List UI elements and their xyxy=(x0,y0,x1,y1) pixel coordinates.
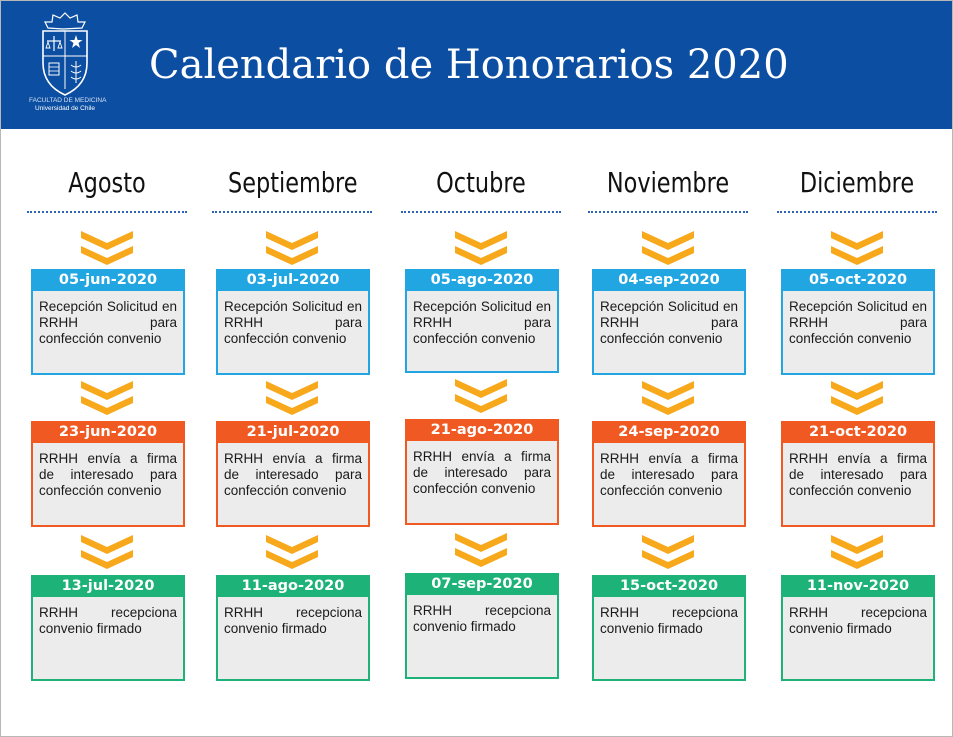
step-card-recepciona xyxy=(216,575,370,681)
step-description: RRHH envía a firma de interesado para confección convenio xyxy=(413,449,551,496)
step-date: 05-ago-2020 xyxy=(405,269,559,291)
step-card-recepcion xyxy=(405,269,559,373)
logo-caption xyxy=(29,97,107,113)
step-card-firma xyxy=(592,421,746,527)
chevron-down-icon xyxy=(81,535,133,571)
chevron-down-icon xyxy=(266,231,318,267)
step-card-firma xyxy=(405,419,559,525)
month-title: Octubre xyxy=(436,166,526,199)
step-description: RRHH envía a firma de interesado para confección convenio xyxy=(789,451,927,498)
step-description: Recepción Solicitud en RRHH para confección convenio xyxy=(224,299,362,346)
dotted-divider xyxy=(27,211,187,213)
university-crest-icon xyxy=(29,11,101,97)
month-column-diciembre xyxy=(777,161,937,636)
step-date: 03-jul-2020 xyxy=(216,269,370,291)
month-column-agosto xyxy=(27,161,187,636)
step-card-recepcion xyxy=(781,269,935,375)
dotted-divider xyxy=(588,211,748,213)
step-date: 11-ago-2020 xyxy=(216,575,370,597)
step-date: 21-jul-2020 xyxy=(216,421,370,443)
step-card-recepciona xyxy=(405,573,559,679)
chevron-down-icon xyxy=(81,381,133,417)
month-column-septiembre xyxy=(212,161,372,636)
step-date: 05-oct-2020 xyxy=(781,269,935,291)
chevron-down-icon xyxy=(455,533,507,569)
page-title: Calendario de Honorarios 2020 xyxy=(149,42,789,88)
chevron-down-icon xyxy=(455,379,507,415)
step-date: 11-nov-2020 xyxy=(781,575,935,597)
month-column-noviembre xyxy=(588,161,748,636)
step-date: 04-sep-2020 xyxy=(592,269,746,291)
step-card-firma xyxy=(31,421,185,527)
step-date: 24-sep-2020 xyxy=(592,421,746,443)
step-date: 23-jun-2020 xyxy=(31,421,185,443)
month-title: Agosto xyxy=(68,166,146,199)
step-description: Recepción Solicitud en RRHH para confección convenio xyxy=(39,299,177,346)
step-card-recepciona xyxy=(592,575,746,681)
step-card-recepcion xyxy=(31,269,185,375)
step-description: RRHH envía a firma de interesado para confección convenio xyxy=(600,451,738,498)
chevron-down-icon xyxy=(642,535,694,571)
step-card-firma xyxy=(781,421,935,527)
step-date: 07-sep-2020 xyxy=(405,573,559,595)
step-card-recepcion xyxy=(216,269,370,375)
step-card-firma xyxy=(216,421,370,527)
dotted-divider xyxy=(401,211,561,213)
chevron-down-icon xyxy=(266,381,318,417)
step-description: RRHH recepciona convenio firmado xyxy=(600,605,738,636)
step-description: RRHH envía a firma de interesado para confección convenio xyxy=(224,451,362,498)
dotted-divider xyxy=(777,211,937,213)
step-date: 21-ago-2020 xyxy=(405,419,559,441)
month-title: Diciembre xyxy=(799,166,915,199)
chevron-down-icon xyxy=(831,381,883,417)
chevron-down-icon xyxy=(455,231,507,267)
step-card-recepcion xyxy=(592,269,746,375)
dotted-divider xyxy=(212,211,372,213)
step-card-recepciona xyxy=(781,575,935,681)
month-title: Septiembre xyxy=(228,166,358,199)
step-description: Recepción Solicitud en RRHH para confección convenio xyxy=(413,299,551,346)
chevron-down-icon xyxy=(831,535,883,571)
step-description: RRHH recepciona convenio firmado xyxy=(224,605,362,636)
step-date: 21-oct-2020 xyxy=(781,421,935,443)
step-description: RRHH recepciona convenio firmado xyxy=(39,605,177,636)
chevron-down-icon xyxy=(642,381,694,417)
logo-faculty-text: FACULTAD DE MEDICINA xyxy=(29,97,107,104)
step-date: 13-jul-2020 xyxy=(31,575,185,597)
step-description: RRHH envía a firma de interesado para confección convenio xyxy=(39,451,177,498)
step-card-recepciona xyxy=(31,575,185,681)
chevron-down-icon xyxy=(831,231,883,267)
step-date: 05-jun-2020 xyxy=(31,269,185,291)
step-date: 15-oct-2020 xyxy=(592,575,746,597)
university-logo xyxy=(29,11,107,123)
chevron-down-icon xyxy=(81,231,133,267)
step-description: Recepción Solicitud en RRHH para confección convenio xyxy=(789,299,927,346)
header-banner xyxy=(1,1,952,129)
month-column-octubre xyxy=(401,161,561,634)
step-description: RRHH recepciona convenio firmado xyxy=(413,603,551,634)
month-title: Noviembre xyxy=(606,166,730,199)
logo-university-text: Universidad de Chile xyxy=(35,105,95,112)
chevron-down-icon xyxy=(642,231,694,267)
step-description: RRHH recepciona convenio firmado xyxy=(789,605,927,636)
step-description: Recepción Solicitud en RRHH para confección convenio xyxy=(600,299,738,346)
chevron-down-icon xyxy=(266,535,318,571)
